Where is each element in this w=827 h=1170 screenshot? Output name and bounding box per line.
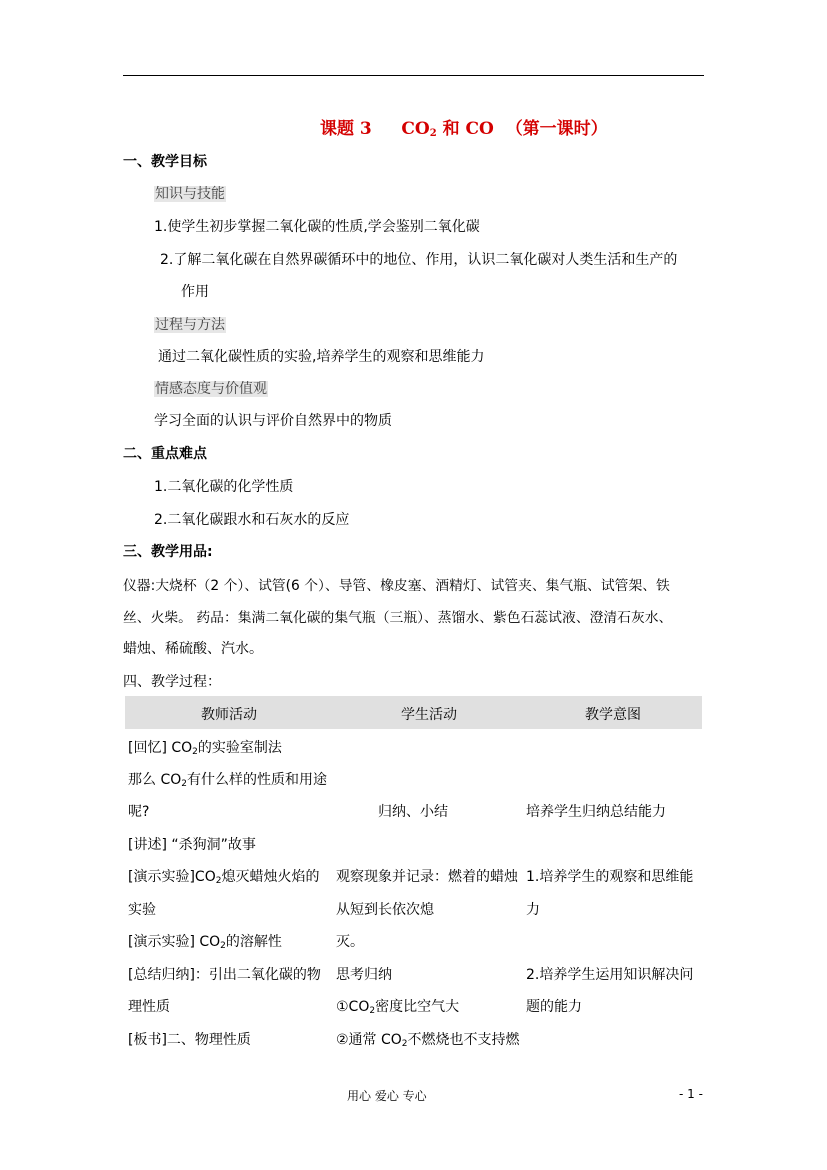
table-cell: 从短到长依次熄	[336, 902, 434, 918]
footer-text: 用心 爱心 专心	[347, 1089, 427, 1103]
paragraph: 1.使学生初步掌握二氧化碳的性质,学会鉴别二氧化碳	[154, 219, 480, 235]
table-cell: 思考归纳	[336, 967, 392, 983]
column-header: 教师活动	[201, 707, 257, 723]
table-cell: $①CO_2$密度比空气大	[336, 999, 460, 1016]
section-heading: 二、重点难点	[123, 446, 207, 462]
table-cell: 观察现象并记录：燃着的蜡烛	[336, 869, 518, 885]
paragraph: 2.了解二氧化碳在自然界碳循环中的地位、作用，认识二氧化碳对人类生活和生产的	[160, 252, 678, 268]
table-cell: [讲述] “杀狗洞”故事	[128, 837, 256, 853]
table-cell: 培养学生归纳总结能力	[526, 804, 666, 820]
paragraph: 仪器:大烧杯（2 个）、试管(6 个）、导管、橡皮塞、酒精灯、试管夹、集气瓶、试管架、铁	[123, 578, 670, 594]
table-cell: [演示实验] $CO_2$的溶解性	[128, 934, 282, 951]
section-heading: 一、教学目标	[123, 154, 207, 170]
paragraph: 1.二氧化碳的化学性质	[154, 479, 294, 495]
table-cell: 题的能力	[526, 999, 582, 1015]
table-cell: [板书]二、物理性质	[128, 1032, 251, 1048]
table-cell: 实验	[128, 902, 156, 918]
paragraph: 2.二氧化碳跟水和石灰水的反应	[154, 512, 350, 528]
table-cell: 归纳、小结	[378, 804, 448, 820]
table-cell: 那么 $CO_2$有什么样的性质和用途	[128, 772, 327, 789]
subsection-label: 情感态度与价值观	[155, 381, 267, 397]
page-number: - 1 -	[679, 1087, 703, 1101]
table-cell: 2.培养学生运用知识解决问	[526, 967, 694, 983]
column-header: 学生活动	[401, 707, 457, 723]
paragraph: 蜡烛、稀硫酸、汽水。	[123, 641, 263, 657]
table-cell: 理性质	[128, 999, 170, 1015]
paragraph: 学习全面的认识与评价自然界中的物质	[154, 413, 392, 429]
table-cell: [回忆] $CO_2$的实验室制法	[128, 740, 282, 757]
paragraph: 通过二氧化碳性质的实验,培养学生的观察和思维能力	[158, 349, 485, 365]
table-cell: 力	[526, 902, 540, 918]
section-heading: 四、教学过程：	[123, 674, 221, 690]
table-header	[125, 696, 702, 729]
table-cell: ②通常 $CO_2$不燃烧也不支持燃	[336, 1032, 520, 1049]
section-heading: 三、教学用品:	[123, 544, 213, 560]
page-title: 课题 3 $CO_2$ 和 CO （第一课时）	[320, 119, 608, 139]
table-cell: [总结归纳]：引出二氧化碳的物	[128, 967, 321, 983]
table-cell: [演示实验]$CO_2$熄灭蜡烛火焰的	[128, 869, 320, 886]
paragraph: 丝、火柴。 药品：集满二氧化碳的集气瓶（三瓶）、蒸馏水、紫色石蕊试液、澄清石灰水、	[123, 610, 673, 626]
subsection-label: 过程与方法	[155, 317, 225, 333]
table-cell: 灭。	[336, 934, 364, 950]
column-header: 教学意图	[585, 707, 641, 723]
subsection-label: 知识与技能	[155, 186, 225, 202]
table-cell: 呢?	[128, 804, 150, 820]
header-rule	[123, 75, 704, 76]
paragraph: 作用	[181, 284, 209, 300]
table-cell: 1.培养学生的观察和思维能	[526, 869, 694, 885]
